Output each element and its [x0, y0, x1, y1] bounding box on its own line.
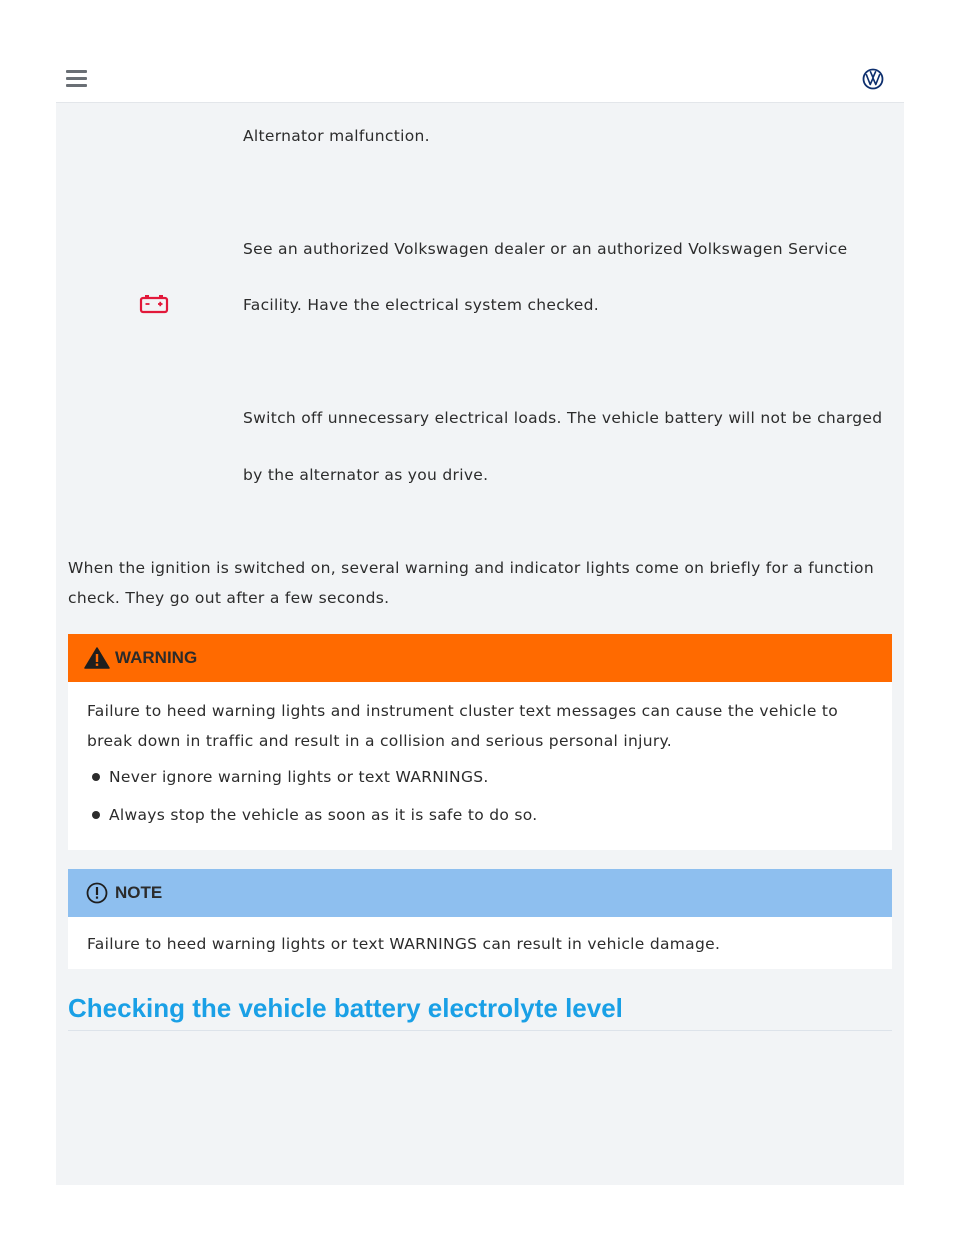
warning-bullet-list: [87, 762, 872, 830]
indicator-row-text: Switch off unnecessary electrical loads. The vehicle battery will not be charged: [243, 409, 883, 427]
indicator-row-text: by the alternator as you drive.: [243, 466, 489, 484]
indicator-row-text: See an authorized Volkswagen dealer or an authorized Volkswagen Service: [243, 240, 848, 258]
note-box: [68, 869, 892, 969]
exclamation-circle-icon: [84, 881, 110, 905]
section-title: Checking the vehicle battery electrolyte level: [68, 993, 892, 1031]
note-body: [68, 917, 892, 969]
hamburger-menu-icon[interactable]: [66, 70, 88, 88]
warning-header: [68, 634, 892, 682]
warning-bullet: Never ignore warning lights or text WARNINGS.: [87, 762, 872, 792]
battery-icon: [138, 293, 170, 317]
intro-paragraph: When the ignition is switched on, several warning and indicator lights come on briefly for a function check. They go out after a few seconds.: [68, 559, 874, 607]
warning-triangle-icon: [84, 646, 110, 670]
page-content: [56, 103, 904, 1185]
note-title: NOTE: [115, 883, 163, 902]
warning-box: [68, 634, 892, 850]
top-bar: [56, 56, 904, 103]
warning-text: Failure to heed warning lights and instrument cluster text messages can cause the vehicle to break down in traffic and result in a collision and serious personal injury.: [87, 702, 839, 750]
indicator-row-text: Facility. Have the electrical system checked.: [243, 296, 599, 314]
warning-body: [68, 682, 892, 850]
note-header: [68, 869, 892, 917]
warning-title: WARNING: [115, 648, 198, 667]
warning-bullet: Always stop the vehicle as soon as it is safe to do so.: [87, 800, 872, 830]
note-text: Failure to heed warning lights or text WARNINGS can result in vehicle damage.: [87, 935, 721, 953]
indicator-row-text: Alternator malfunction.: [243, 127, 430, 145]
volkswagen-logo-icon[interactable]: [862, 68, 884, 90]
